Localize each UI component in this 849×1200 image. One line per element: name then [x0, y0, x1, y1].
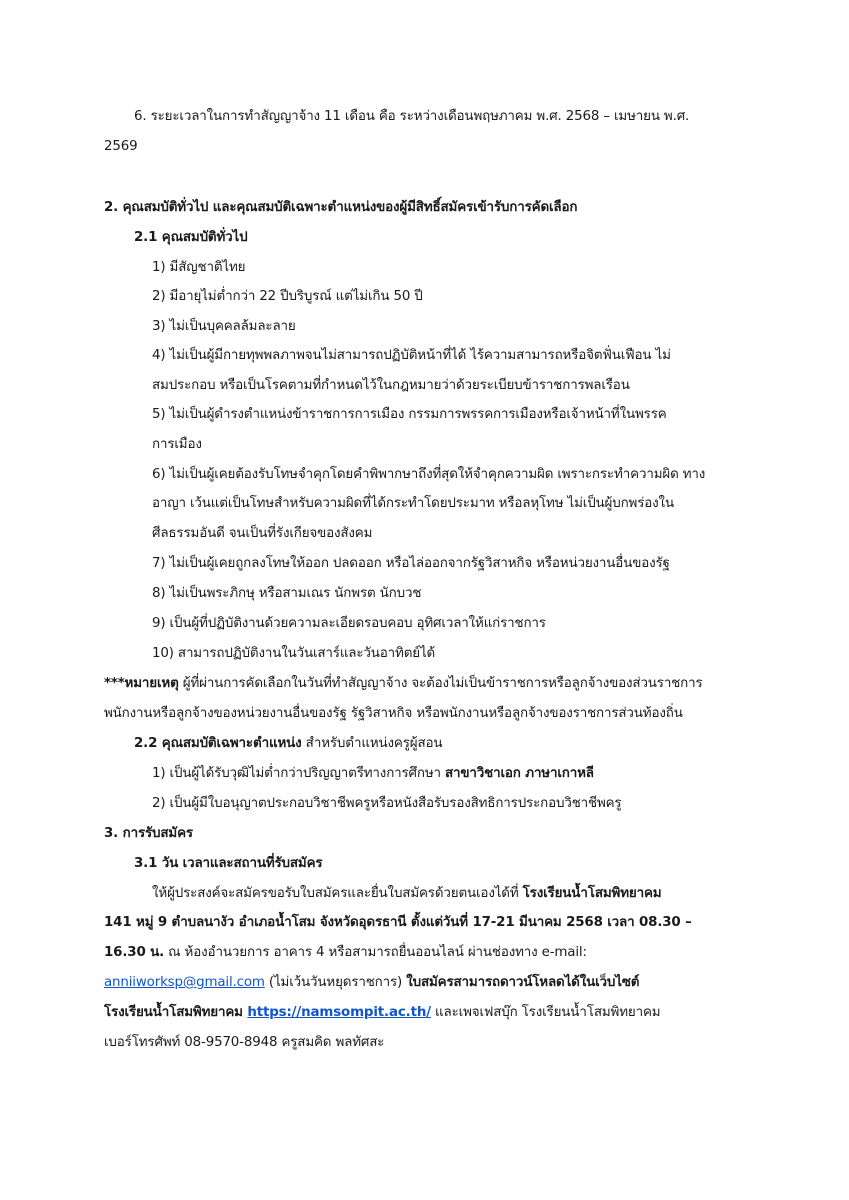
qualification-1: 1) มีสัญชาติไทย — [152, 260, 246, 275]
contact-phone-line: เบอร์โทรศัพท์ 08-9570-8948 ครูสมคิด พลทัศสะ — [104, 1035, 385, 1050]
qualification-5-line-1: 5) ไม่เป็นผู้ดำรงตำแหน่งข้าราชการการเมือง กรรมการพรรคการเมืองหรือเจ้าหน้าที่ในพรรค — [152, 407, 667, 422]
school-name-website: โรงเรียนน้ำโสมพิทยาคม — [104, 1005, 248, 1020]
specific-qualification-2: 2) เป็นผู้มีใบอนุญาตประกอบวิชาชีพครูหรือหนังสือรับรองสิทธิการประกอบวิชาชีพครู — [152, 796, 622, 811]
qualification-10: 10) สามารถปฏิบัติงานในวันเสาร์และวันอาทิตย์ได้ — [152, 646, 436, 661]
qualification-4-line-1: 4) ไม่เป็นผู้มีกายทุพพลภาพจนไม่สามารถปฏิบัติหน้าที่ได้ ไร้ความสามารถหรือจิตฟั่นเฟือน ไม่ — [152, 348, 671, 363]
specific-qualification-1 — [152, 764, 594, 784]
qualification-3: 3) ไม่เป็นบุคคลล้มละลาย — [152, 319, 296, 334]
note-line-1 — [104, 674, 703, 694]
qualification-6-line-3: ศีลธรรมอันดี จนเป็นที่รังเกียจของสังคม — [152, 526, 373, 541]
section-3-heading: 3. การรับสมัคร — [104, 826, 193, 841]
section-2-2-heading: 2.2 คุณสมบัติเฉพาะตำแหน่ง — [134, 736, 302, 751]
qualification-9: 9) เป็นผู้ที่ปฏิบัติงานด้วยความละเอียดรอบคอบ อุทิศเวลาให้แก่ราชการ — [152, 616, 546, 631]
school-name: โรงเรียนน้ำโสมพิทยาคม — [522, 886, 662, 901]
section-2-heading: 2. คุณสมบัติทั่วไป และคุณสมบัติเฉพาะตำแหน่งของผู้มีสิทธิ์สมัครเข้ารับการคัดเลือก — [104, 200, 578, 215]
major-subject: สาขาวิชาเอก ภาษาเกาหลี — [445, 766, 594, 781]
application-paragraph-line-4 — [104, 973, 639, 993]
section-2-2-position: สำหรับตำแหน่งครูผู้สอน — [301, 736, 443, 751]
no-holiday-note: (ไม่เว้นวันหยุดราชการ) — [264, 975, 407, 990]
qualification-5-line-2: การเมือง — [152, 437, 202, 452]
facebook-page-note: และเพจเฟสบุ๊ก โรงเรียนน้ำโสมพิทยาคม — [430, 1005, 661, 1020]
qualification-6-line-1: 6) ไม่เป็นผู้เคยต้องรับโทษจำคุกโดยคำพิพากษาถึงที่สุดให้จำคุกความผิด เพราะกระทำความผิด ทาง — [152, 467, 706, 482]
application-paragraph-line-3 — [104, 943, 587, 963]
qualification-8: 8) ไม่เป็นพระภิกษุ หรือสามเณร นักพรต นักบวช — [152, 586, 422, 601]
download-note: ใบสมัครสามารถดาวน์โหลดได้ในเว็บไซต์ — [406, 975, 640, 990]
application-intro: ให้ผู้ประสงค์จะสมัครขอรับใบสมัครและยื่นใบสมัครด้วยตนเองได้ที่ — [152, 886, 523, 901]
contract-period-line-1: 6. ระยะเวลาในการทำสัญญาจ้าง 11 เดือน คือ ระหว่างเดือนพฤษภาคม พ.ศ. 2568 – เมษายน พ.ศ. — [134, 109, 690, 124]
section-2-2-line — [134, 734, 442, 754]
application-paragraph-line-5 — [104, 1003, 660, 1023]
email-link[interactable]: anniiworksp@gmail.com — [104, 975, 265, 990]
application-paragraph-line-2: 141 หมู่ 9 ตำบลนางัว อำเภอน้ำโสม จังหวัดอุดรธานี ตั้งแต่วันที่ 17-21 มีนาคม 2568 เวลา 08.30 – — [104, 915, 692, 930]
note-line-2: พนักงานหรือลูกจ้างของหน่วยงานอื่นของรัฐ รัฐวิสาหกิจ หรือพนักงานหรือลูกจ้างของราชการส่วนท้องถิ่น — [104, 706, 683, 721]
application-paragraph-line-1 — [152, 884, 661, 904]
contract-period-line-2: 2569 — [104, 139, 138, 154]
section-3-1-heading: 3.1 วัน เวลาและสถานที่รับสมัคร — [134, 856, 323, 871]
note-label: ***หมายเหตุ — [104, 676, 179, 691]
degree-requirement: 1) เป็นผู้ได้รับวุฒิไม่ต่ำกว่าปริญญาตรีทางการศึกษา — [152, 766, 446, 781]
qualification-7: 7) ไม่เป็นผู้เคยถูกลงโทษให้ออก ปลดออก หรือไล่ออกจากรัฐวิสาหกิจ หรือหน่วยงานอื่นของรัฐ — [152, 556, 670, 571]
application-end-time: 16.30 น. — [104, 945, 165, 960]
website-link[interactable]: https://namsompit.ac.th/ — [247, 1005, 431, 1020]
qualification-2: 2) มีอายุไม่ต่ำกว่า 22 ปีบริบูรณ์ แต่ไม่เกิน 50 ปี — [152, 289, 423, 304]
qualification-6-line-2: อาญา เว้นแต่เป็นโทษสำหรับความผิดที่ได้กระทำโดยประมาท หรือลหุโทษ ไม่เป็นผู้บกพร่องใน — [152, 496, 674, 511]
section-2-1-heading: 2.1 คุณสมบัติทั่วไป — [134, 230, 248, 245]
qualification-4-line-2: สมประกอบ หรือเป็นโรคตามที่กำหนดไว้ในกฎหมายว่าด้วยระเบียบข้าราชการพลเรือน — [152, 378, 630, 393]
application-location: ณ ห้องอำนวยการ อาคาร 4 หรือสามารถยื่นออนไลน์ ผ่านช่องทาง e-mail: — [164, 945, 587, 960]
note-text-1: ผู้ที่ผ่านการคัดเลือกในวันที่ทำสัญญาจ้าง จะต้องไม่เป็นข้าราชการหรือลูกจ้างของส่วนราชการ — [178, 676, 703, 691]
